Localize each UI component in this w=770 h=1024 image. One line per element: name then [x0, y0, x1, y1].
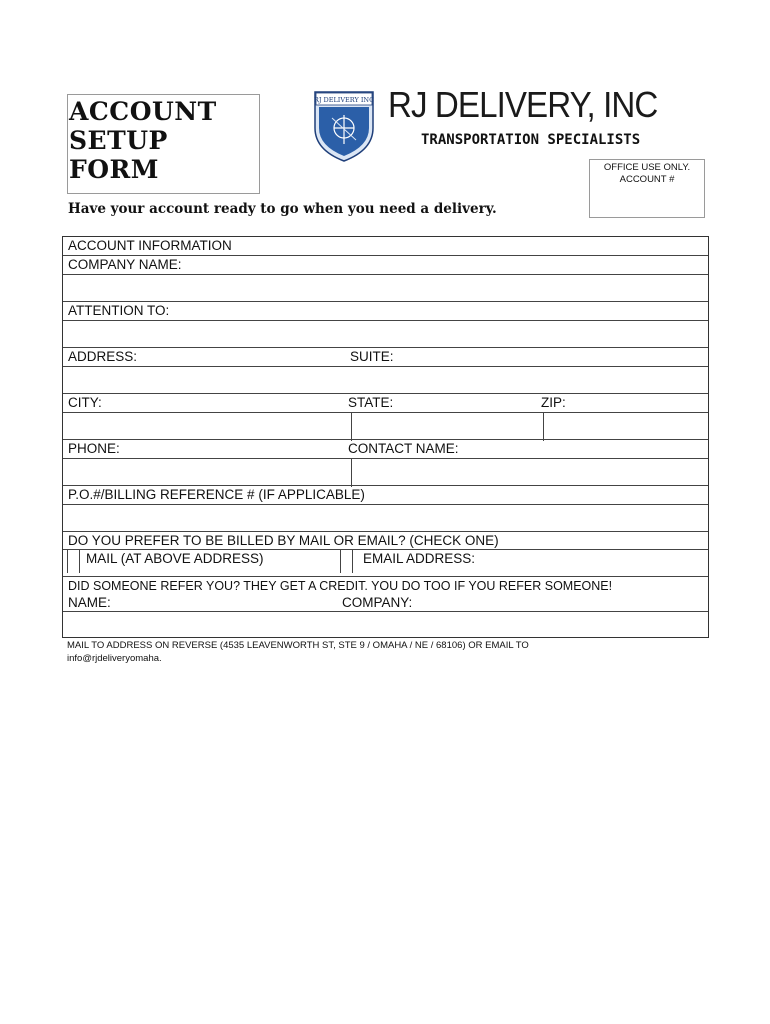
row-divider: [63, 301, 708, 302]
mail-checkbox[interactable]: [67, 549, 80, 573]
row-divider: [63, 611, 708, 612]
account-form: [62, 236, 709, 638]
footer-line1: MAIL TO ADDRESS ON REVERSE (4535 LEAVENWORTH ST, STE 9 / OMAHA / NE / 68106) OR EMAIL TO: [67, 640, 529, 651]
form-title-line1: ACCOUNT: [69, 97, 217, 126]
zip-label: ZIP:: [541, 395, 566, 410]
email-option-label: EMAIL ADDRESS:: [363, 551, 476, 566]
row-divider: [63, 531, 708, 532]
billing-question: DO YOU PREFER TO BE BILLED BY MAIL OR EMAIL? (CHECK ONE): [68, 533, 499, 548]
company-tagline: TRANSPORTATION SPECIALISTS: [421, 132, 641, 148]
row-divider: [63, 549, 708, 550]
contact-name-label: CONTACT NAME:: [348, 441, 459, 456]
referral-name-label: NAME:: [68, 595, 111, 610]
form-title-line2: SETUP FORM: [69, 126, 168, 184]
title-box: [67, 94, 260, 194]
company-logo: [312, 88, 376, 163]
footer-note: [67, 639, 667, 665]
row-divider: [63, 274, 708, 275]
state-label: STATE:: [348, 395, 394, 410]
row-divider: [63, 504, 708, 505]
phone-label: PHONE:: [68, 441, 120, 456]
company-name: RJ DELIVERY, INC: [388, 84, 658, 125]
company-name-label: COMPANY NAME:: [68, 257, 182, 272]
email-checkbox[interactable]: [340, 549, 353, 573]
phone-contact-divider: [351, 458, 352, 487]
account-number-label: ACCOUNT #: [619, 174, 675, 185]
referral-question: DID SOMEONE REFER YOU? THEY GET A CREDIT. YOU DO TOO IF YOU REFER SOMEONE!: [68, 579, 613, 593]
referral-company-label: COMPANY:: [342, 595, 413, 610]
section-title: ACCOUNT INFORMATION: [68, 238, 232, 253]
state-zip-divider: [543, 412, 544, 441]
city-state-divider: [351, 412, 352, 441]
mail-option-label: MAIL (AT ABOVE ADDRESS): [86, 551, 264, 566]
row-divider: [63, 412, 708, 413]
footer-email: info@rjdeliveryomaha.: [67, 653, 162, 664]
row-divider: [63, 366, 708, 367]
attention-label: ATTENTION TO:: [68, 303, 170, 318]
row-divider: [63, 393, 708, 394]
row-divider: [63, 255, 708, 256]
row-divider: [63, 576, 708, 577]
svg-text:RJ DELIVERY INC: RJ DELIVERY INC: [313, 96, 375, 104]
slogan: Have your account ready to go when you need a delivery.: [68, 201, 497, 217]
row-divider: [63, 458, 708, 459]
row-divider: [63, 347, 708, 348]
address-label: ADDRESS:: [68, 349, 138, 364]
po-billing-label: P.O.#/BILLING REFERENCE # (IF APPLICABLE): [68, 487, 365, 502]
row-divider: [63, 485, 708, 486]
row-divider: [63, 439, 708, 440]
suite-label: SUITE:: [350, 349, 394, 364]
row-divider: [63, 320, 708, 321]
office-use-label: OFFICE USE ONLY.: [603, 162, 691, 173]
office-use-box: [589, 159, 705, 218]
city-label: CITY:: [68, 395, 102, 410]
